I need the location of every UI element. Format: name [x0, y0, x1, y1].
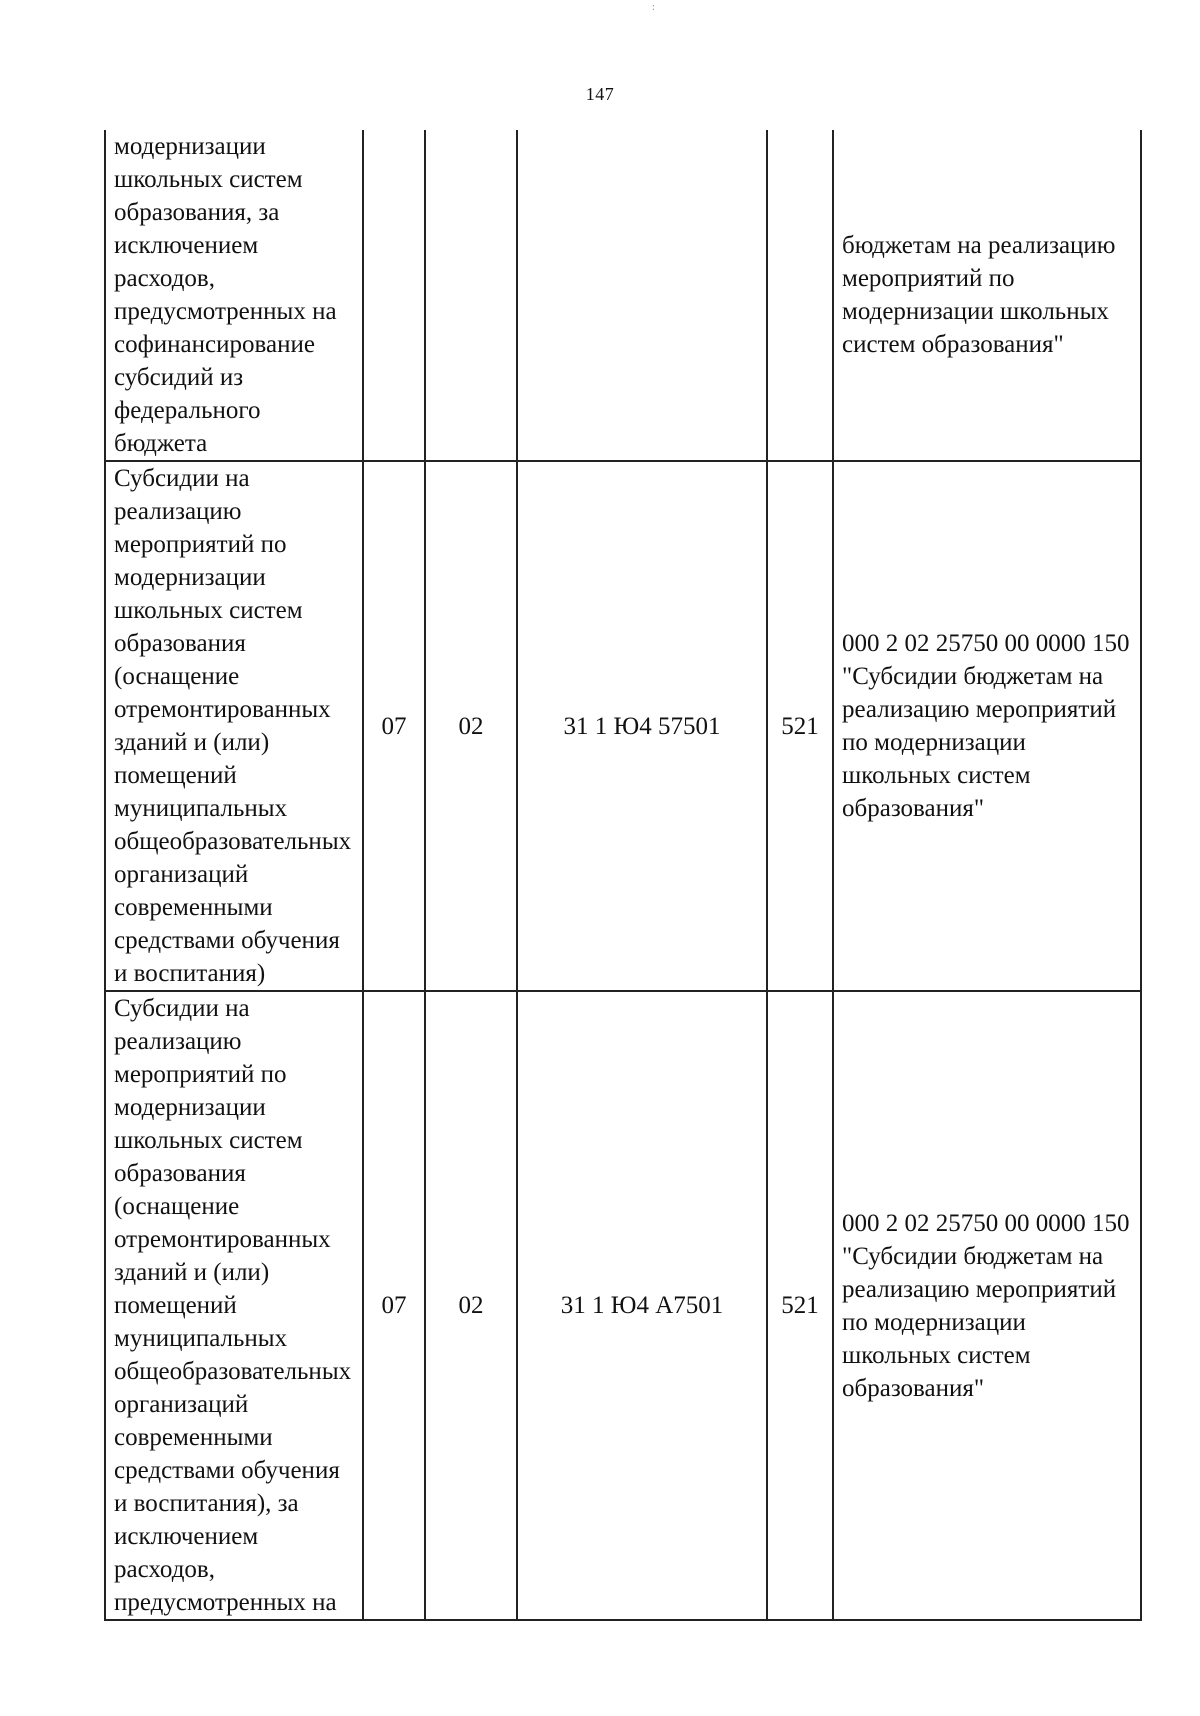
row-revenue-code: 000 2 02 25750 00 0000 150 "Субсидии бюджетам на реализацию мероприятий по модернизации школьных систем образования" — [833, 461, 1141, 991]
row-revenue-code: бюджетам на реализацию мероприятий по модернизации школьных систем образования" — [833, 130, 1141, 461]
row-subsection: 02 — [425, 991, 517, 1620]
table-row — [105, 461, 1141, 991]
row-target-code: 31 1 Ю4 А7501 — [517, 991, 767, 1620]
row-target-code: 31 1 Ю4 57501 — [517, 461, 767, 991]
row-subsection: 02 — [425, 461, 517, 991]
table-row — [105, 991, 1141, 1620]
budget-table — [104, 130, 1142, 1621]
scan-speck: : — [652, 2, 655, 13]
row-type-code: 521 — [767, 461, 833, 991]
row-description: Субсидии на реализацию мероприятий по модернизации школьных систем образования (оснащение отремонтированных зданий и (или) помещений муниципальных общеобразовательных организаций современными средствами обучения и воспитания), за исключением расходов, предусмотренных на — [105, 991, 363, 1620]
row-revenue-code: 000 2 02 25750 00 0000 150 "Субсидии бюджетам на реализацию мероприятий по модернизации школьных систем образования" — [833, 991, 1141, 1620]
page-number: 147 — [585, 84, 615, 104]
row-target-code — [517, 130, 767, 461]
row-subsection — [425, 130, 517, 461]
row-section: 07 — [363, 461, 425, 991]
table-row — [105, 130, 1141, 461]
row-type-code — [767, 130, 833, 461]
row-section — [363, 130, 425, 461]
row-description: Субсидии на реализацию мероприятий по модернизации школьных систем образования (оснащение отремонтированных зданий и (или) помещений муниципальных общеобразовательных организаций современными средствами обучения и воспитания) — [105, 461, 363, 991]
row-section: 07 — [363, 991, 425, 1620]
row-type-code: 521 — [767, 991, 833, 1620]
row-description: модернизации школьных систем образования, за исключением расходов, предусмотренных на софинансирование субсидий из федерального бюджета — [105, 130, 363, 461]
